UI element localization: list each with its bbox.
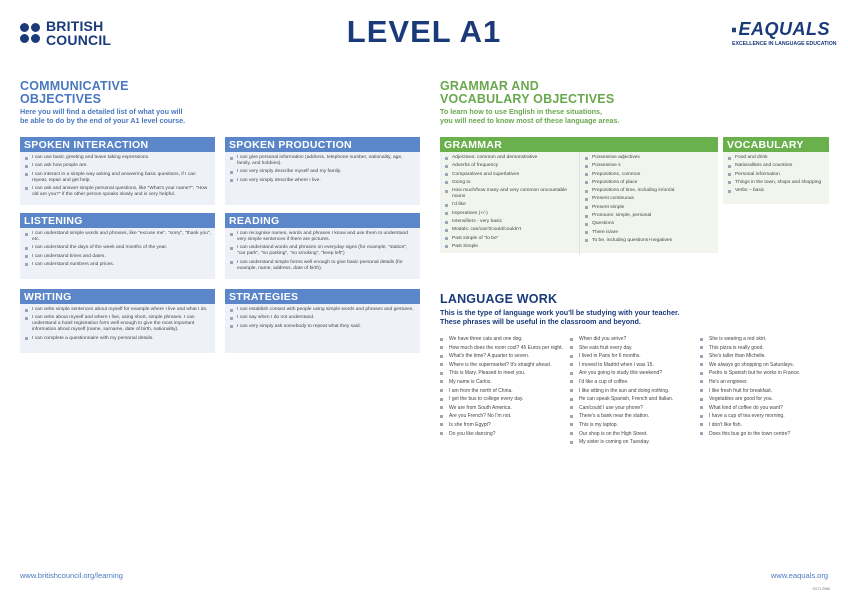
communicative-objectives-heading [20,80,420,125]
list-item: I can give personal information (address, telephone number, nationality, age, family, and hobbies). [230,155,416,167]
list-item: Prepositions of place [585,180,714,186]
list-item: Do you like dancing? [440,431,565,437]
list-item: I can interact in a simple way asking and answering basic questions, if I can repeat, repair and get help. [25,172,211,184]
list-item: Imperatives (+/-) [445,211,575,217]
list-item: Pronouns: simple, personal [585,213,714,219]
list-item: This pizza is really good. [700,345,830,351]
list-item: I can write about myself and where I live, using short, simple phrases. I can understand a hotel registration form well enough to give the most important information about myself (name, surname, date of birth, nationality). [25,315,211,333]
list-item: Our shop is on the High Street. [570,431,695,437]
list-item: I can understand numbers and prices. [25,262,211,268]
list-item: She eats fruit every day. [570,345,695,351]
list-item: I am from the north of China. [440,388,565,394]
list-item: Things in the town, shops and shopping [728,180,825,186]
list-item: I can ask how people are. [25,163,211,169]
list-item: When did you arrive? [570,336,695,342]
list-item: I like sitting in the sun and doing nothing. [570,388,695,394]
list-item: This is my laptop. [570,422,695,428]
list-item: Personal information [728,172,825,178]
reading-title: READING [225,213,420,228]
list-item: I can complete a questionnaire with my personal details. [25,336,211,342]
communicative-title-line2: OBJECTIVES [20,92,102,106]
grammar-list-col1 [440,152,579,255]
list-item: This is Mary. Pleased to meet you. [440,370,565,376]
spoken-interaction-title: SPOKEN INTERACTION [20,137,215,152]
list-item: He's an engineer. [700,379,830,385]
vocabulary-list [723,152,829,199]
eaquals-logo [732,19,837,47]
list-item: Does this bus go to the town centre? [700,431,830,437]
strategies-title: STRATEGIES [225,289,420,304]
list-item: How much does the room cost? 45 Euros per night. [440,345,565,351]
list-item: I can write simple sentences about myself for example where I live and what I do. [25,307,211,313]
strategies-list [225,304,420,335]
grammar-box [440,137,718,253]
list-item: Intensifiers - very basic [445,219,575,225]
list-item: I can very simply ask somebody to repeat what they said. [230,324,416,330]
list-item: Prepositions of time, including in/on/at [585,188,714,194]
list-item: We always go shopping on Saturdays. [700,362,830,368]
vocabulary-title: VOCABULARY [723,137,829,152]
list-item: Questions [585,221,714,227]
grammar-list-col2 [579,152,718,255]
list-item: I lived in Paris for 6 months. [570,353,695,359]
list-item: My name is Carlos. [440,379,565,385]
brand-line-1: BRITISH [46,18,104,34]
page-title: LEVEL A1 [346,14,502,49]
language-work-col1 [440,336,565,439]
list-item: We have three cats and one dog. [440,336,565,342]
list-item: Are you French? No I'm not. [440,413,565,419]
list-item: She is wearing a red skirt. [700,336,830,342]
list-item: Adjectives: common and demonstrative [445,155,575,161]
listening-box [20,213,215,279]
list-item: I'd like a cup of coffee. [570,379,695,385]
list-item: I can very simply describe where I live. [230,178,416,184]
list-item: I don't like fish. [700,422,830,428]
vocabulary-box [723,137,829,204]
communicative-subtitle-line1: Here you will find a detailed list of what you will [20,107,183,116]
list-item: Past Simple [445,244,575,250]
list-item: I can say when I do not understand. [230,315,416,321]
grammar-vocab-title-line2: VOCABULARY OBJECTIVES [440,92,615,106]
list-item: Where is the supermarket? It's straight ahead. [440,362,565,368]
reading-box [225,213,420,279]
grammar-vocab-subtitle-line1: To learn how to use English in these situations, [440,107,603,116]
list-item: He can speak Spanish, French and Italian. [570,396,695,402]
list-item: Possessive s [585,163,714,169]
list-item: I can ask and answer simple personal questions, like "What's your name?", "How old are you?" if the other person speaks slowly and is very helpful. [25,186,211,198]
eaquals-link[interactable]: www.eaquals.org [770,571,828,580]
list-item: Present continuous [585,196,714,202]
list-item: I can establish contact with people using simple words and phrases and gestures. [230,307,416,313]
list-item: I can use basic greeting and leave taking expressions. [25,155,211,161]
list-item: She's taller than Michelle. [700,353,830,359]
list-item: Pedro is Spanish but he works in France. [700,370,830,376]
list-item: Going to [445,180,575,186]
grammar-vocabulary-heading [440,80,830,125]
communicative-subtitle-line2: be able to do by the end of your A1 level course. [20,116,186,125]
list-item: I get the bus to college every day. [440,396,565,402]
list-item: Modals: can/can't/could/couldn't [445,227,575,233]
list-item: I can recognise names, words and phrases I know and use them to understand very simple sentences if there are pictures. [230,231,416,243]
grammar-vocab-subtitle-line2: you will need to know most of these language areas. [440,116,620,125]
list-item: How much/how many and very common uncountable nouns [445,188,575,200]
writing-box [20,289,215,353]
language-work-subtitle-line2: These phrases will be useful in the classroom and beyond. [440,317,641,326]
language-work-subtitle-line1: This is the type of language work you'll be studying with your teacher. [440,308,680,317]
list-item: I like fresh fruit for breakfast. [700,388,830,394]
list-item: To be, including questions+negatives [585,238,714,244]
list-item: There is/are [585,230,714,236]
list-item: Past simple of "to be" [445,236,575,242]
listening-list [20,228,215,273]
list-item: I have a cup of tea every morning. [700,413,830,419]
list-item: Prepositions, common [585,172,714,178]
list-item: I moved to Madrid when I was 15. [570,362,695,368]
listening-title: LISTENING [20,213,215,228]
list-item: Adverbs of frequency [445,163,575,169]
list-item: I can understand times and dates. [25,254,211,260]
communicative-title-line1: COMMUNICATIVE [20,79,129,93]
language-work-heading [440,293,830,326]
grammar-title: GRAMMAR [440,137,718,152]
list-item: Vegetables are good for you. [700,396,830,402]
spoken-production-list [225,152,420,189]
writing-title: WRITING [20,289,215,304]
list-item: There's a bank near the station. [570,413,695,419]
strategies-box [225,289,420,353]
reading-list [225,228,420,277]
list-item: Nationalities and countries [728,163,825,169]
brand-line-2: COUNCIL [46,32,112,48]
spoken-production-title: SPOKEN PRODUCTION [225,137,420,152]
list-item: What kind of coffee do you want? [700,405,830,411]
list-item: We are from South America. [440,405,565,411]
spoken-interaction-list [20,152,215,203]
eaquals-wordmark: EAQUALS [738,19,830,39]
document-code: G071 Z986 [812,587,830,591]
list-item: I can understand simple words and phrases, like "excuse me", "sorry", "thank you", etc. [25,231,211,243]
list-item: Verbs – basic [728,188,825,194]
language-work-col2 [570,336,695,448]
list-item: I can understand simple forms well enough to give basic personal details (for example, name, address, date of birth). [230,260,416,272]
spoken-production-box [225,137,420,205]
list-item: I can understand the days of the week and months of the year. [25,245,211,251]
list-item: What's the time? A quarter to seven. [440,353,565,359]
language-work-col3 [700,336,830,439]
list-item: Present simple [585,205,714,211]
british-council-link[interactable]: www.britishcouncil.org/learning [20,571,123,580]
language-work-title: LANGUAGE WORK [440,292,558,306]
list-item: Food and drink [728,155,825,161]
eaquals-tagline: EXCELLENCE IN LANGUAGE EDUCATION [732,41,837,47]
eu-stars-icon [732,20,736,40]
writing-list [20,304,215,347]
list-item: I can understand words and phrases on everyday signs (for example, "station", "car park", "no parking", "no smoking", "keep left") [230,245,416,257]
spoken-interaction-box [20,137,215,205]
list-item: I'd like [445,202,575,208]
list-item: I can very simply describe myself and my family. [230,169,416,175]
list-item: Is she from Egypt? [440,422,565,428]
list-item: Comparatives and superlatives [445,172,575,178]
list-item: Possessive adjectives [585,155,714,161]
list-item: Can/could I use your phone? [570,405,695,411]
list-item: My sister is coming on Tuesday. [570,439,695,445]
list-item: Are you going to study this weekend? [570,370,695,376]
grammar-vocab-title-line1: GRAMMAR AND [440,79,539,93]
